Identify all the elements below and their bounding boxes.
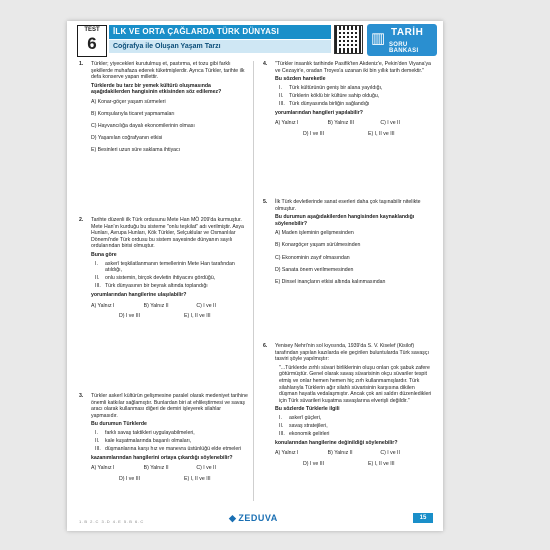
question-5: [263, 199, 433, 309]
question-3: [79, 393, 249, 483]
option-d[interactable]: D) Yaşanılan coğrafyanın etkisi: [91, 135, 163, 142]
question-lead: Bu sözlerde Türklerle ilgili: [275, 406, 340, 413]
option-c[interactable]: C) I ve II: [380, 450, 400, 457]
option-a[interactable]: A) Yalnız I: [91, 302, 115, 309]
zeduva-logo-icon: ◆: [229, 513, 237, 523]
question-stem: yorumlarından hangileri yapılabilir?: [275, 109, 363, 116]
answer-options: [275, 120, 433, 127]
qr-code-icon[interactable]: [334, 25, 363, 54]
question-stem: kazanımlarından hangilerini ortaya çıkardığı söylenebilir?: [91, 454, 233, 461]
option-e[interactable]: E) Dinsel inançların etkisi altında kalınmasından: [275, 278, 386, 285]
question-quote: "...Türklerde zırhlı süvari birliklerinin oluşu onları çok şabuk zafere götürmüştür. Genel olarak savaş süvarisinin okçu süvariler tespit etmiş ve onlar hemen hemen hiç zırh kullanmamışlardır. Türk silahlarıyla Türklerin ağır silahlı süvarisinin karşısına dikilen düşman hayatla vedalaşmıştır. Ancak çok ani saldırı düzenledikleri için Türk süvarileri kuşatma savaşlarına elverişli değildir.": [279, 364, 432, 404]
option-d[interactable]: D) I ve III: [303, 130, 325, 137]
option-a[interactable]: A) Yalnız I: [91, 465, 115, 472]
publisher-name: ZEDUVA: [238, 513, 278, 523]
option-b[interactable]: B) Yalnız III: [327, 120, 354, 127]
question-number: 4.: [263, 61, 268, 67]
statement-item: III. Türk dünyasında birliğin sağlandığı: [279, 100, 370, 107]
option-a[interactable]: A) Yalnız I: [275, 120, 299, 127]
brand-subtitle: SORU BANKASI: [389, 42, 419, 54]
question-text: "Türkler insanlık tarihinde Pasifik'ten Akdeniz'e, Pekin'den Viyana'ya ve Cezayir'e, oradan Troyes'a uzanan iki bin yıllık tarih demektir.": [275, 61, 431, 74]
answer-key-codes: 1.B 2.C 3.D 4.E 5.B 6.C: [79, 519, 145, 524]
statement-item: II. kale kuşatmalarında başarılı olmaları,: [95, 438, 192, 445]
option-c[interactable]: C) I ve II: [196, 302, 216, 309]
book-icon: ▥: [371, 30, 386, 47]
unit-title: İLK VE ORTA ÇAĞLARDA TÜRK DÜNYASI: [109, 25, 331, 39]
option-c[interactable]: C) Hayvancılığa dayalı ekonomilerinin olması: [91, 123, 195, 130]
option-c[interactable]: C) I ve II: [196, 465, 216, 472]
statement-list: [95, 430, 249, 453]
question-lead: Bu durumun Türklerde: [91, 421, 147, 428]
option-b[interactable]: B) Yalnız II: [327, 450, 353, 457]
option-e[interactable]: E) Besinleri uzun süre saklama ihtiyacı: [91, 147, 181, 154]
option-d[interactable]: D) I ve III: [119, 313, 141, 320]
question-text: Tarihte düzenli ilk Türk ordusunu Mete Han MÖ 209'da kurmuştur. Mete Han'ın kurduğu bu sisteme "onlu teşkilat" adı verilmiştir. Asya Hunları, Avrupa Hunları, Kök Türkler, Selçuklular ve Osmanlılar Dönemi'nde Türk ordusu bu sistem sayesinde dünyanın sayılı ordularından birisi olmuştur.: [91, 217, 244, 250]
answer-options: [91, 465, 249, 472]
option-b[interactable]: B) Yalnız II: [143, 302, 169, 309]
question-number: 1.: [79, 61, 84, 67]
test-number-box: [77, 25, 107, 57]
statement-item: I. askerî teşkilatlanmanın temellerinin Mete Han tarafından atıldığı,: [95, 260, 235, 274]
test-label: TEST: [84, 27, 100, 33]
option-e[interactable]: E) I, II ve III: [368, 460, 395, 467]
unit-subtitle: Coğrafya ile Oluşan Yaşam Tarzı: [109, 40, 331, 53]
answer-options-row2: [275, 461, 433, 468]
option-b[interactable]: B) Konargöçer yaşam sürülmesinden: [275, 242, 361, 249]
question-text: Türkler askerî kültürün gelişmesine paralel olarak medeniyet tarihine önemli katkılar sağlamıştır. Bunlardan biri at ehlileştirmesi ve savaş aracı olarak kullanması diğeri de demiri işleyerek silahlar yapmasıdır.: [91, 393, 248, 419]
statement-item: I. farklı savaş taktikleri uygulayabilmeleri,: [95, 429, 195, 436]
column-divider: [253, 61, 254, 501]
option-a[interactable]: A) Maden işleminin gelişmesinden: [275, 230, 354, 237]
question-2: [79, 217, 249, 357]
page-number: 15: [413, 513, 433, 523]
option-a[interactable]: A) Yalnız I: [275, 450, 299, 457]
question-number: 5.: [263, 199, 268, 205]
statement-item: III. Türk dünyasının bir beyrak altında toplandığı: [95, 283, 208, 290]
statement-item: II. Türklerin köklü bir kültüre sahip olduğu,: [279, 92, 380, 99]
statement-list: [279, 415, 433, 438]
answer-options: [91, 99, 249, 154]
statement-item: I. Türk kültürünün geniş bir alana yayıldığı,: [279, 84, 383, 91]
question-stem: Bu durumun aşağıdakilerden hangisinden kaynaklandığı söylenebilir?: [275, 214, 415, 227]
question-lead: Bu sözden hareketle: [275, 76, 326, 83]
question-6: [263, 343, 433, 468]
option-e[interactable]: E) I, II ve III: [184, 313, 211, 320]
answer-options-row2: [275, 131, 433, 138]
question-stem: yorumlarından hangilerine ulaşılabilir?: [91, 291, 187, 298]
option-b[interactable]: B) Komşularıyla ticaret yapmamaları: [91, 111, 175, 118]
question-stem: konularından hangilerine değinildiği söylenebilir?: [275, 439, 398, 446]
question-1: [79, 61, 249, 179]
answer-options: [91, 303, 249, 310]
option-c[interactable]: C) I ve II: [380, 120, 400, 127]
statement-item: III. düşmanlarına karşı hız ve manevra üstünlüğü elde etmeleri: [95, 446, 242, 453]
statement-item: III. ekonomik gelirleri: [279, 431, 330, 438]
answer-options-row2: [91, 313, 249, 320]
option-e[interactable]: E) I, II ve III: [184, 475, 211, 482]
question-lead: Buna göre: [91, 251, 117, 258]
right-column: [263, 61, 433, 468]
statement-list: [95, 261, 249, 290]
question-number: 3.: [79, 393, 84, 399]
question-stem: Türklerde bu tarz bir yemek kültürü oluşmasında aşağıdakilerden hangisinin etkisinden söz edilemez?: [91, 82, 222, 96]
question-4: [263, 61, 433, 169]
option-d[interactable]: D) I ve III: [119, 475, 141, 482]
statement-item: II. savaş stratejileri,: [279, 423, 328, 430]
option-d[interactable]: D) Sanata önem verilmemesinden: [275, 266, 354, 273]
statement-item: I. askerî güçleri,: [279, 414, 322, 421]
answer-options: [275, 450, 433, 457]
option-b[interactable]: B) Yalnız II: [143, 465, 169, 472]
option-c[interactable]: C) Ekonominin zayıf olmasından: [275, 254, 350, 261]
answer-options-row2: [91, 476, 249, 483]
question-number: 2.: [79, 217, 84, 223]
statement-item: II. onlu sistemin, birçok devletin ihtiyacını gördüğü,: [95, 275, 216, 282]
left-column: [79, 61, 249, 483]
question-text: Yenisey Nehri'nin sol kıyısında, 1939'da S. V. Kiselef (Kisilof) tarafından yapılan kazılarda ele geçirilen buluntularda Türk savaşçı tasviri şöyle yapılmıştır:: [275, 343, 429, 363]
question-text: İlk Türk devletlerinde sanat eserleri daha çok taşınabilir nitelikte olmuştur.: [275, 199, 421, 212]
option-a[interactable]: A) Konar-göçer yaşam sürmeleri: [91, 98, 166, 105]
worksheet-page: [67, 21, 443, 531]
option-d[interactable]: D) I ve III: [303, 460, 325, 467]
statement-list: [279, 85, 433, 108]
test-number: 6: [87, 34, 97, 53]
question-text: Türkler; yiyecekleri kurutulmuş et, pastırma, et tozu gibi farklı şekillerde muhafaza ederek tüketmişlerdir. Ayrıca Türkler, tarihte ilk defa konserve yapan millettir.: [91, 61, 245, 81]
answer-options: [275, 230, 433, 285]
brand-title: TARİH: [391, 27, 424, 38]
option-e[interactable]: E) I, II ve III: [368, 130, 395, 137]
publisher-logo: [229, 513, 278, 524]
brand-badge: [367, 24, 437, 56]
question-number: 6.: [263, 343, 268, 349]
